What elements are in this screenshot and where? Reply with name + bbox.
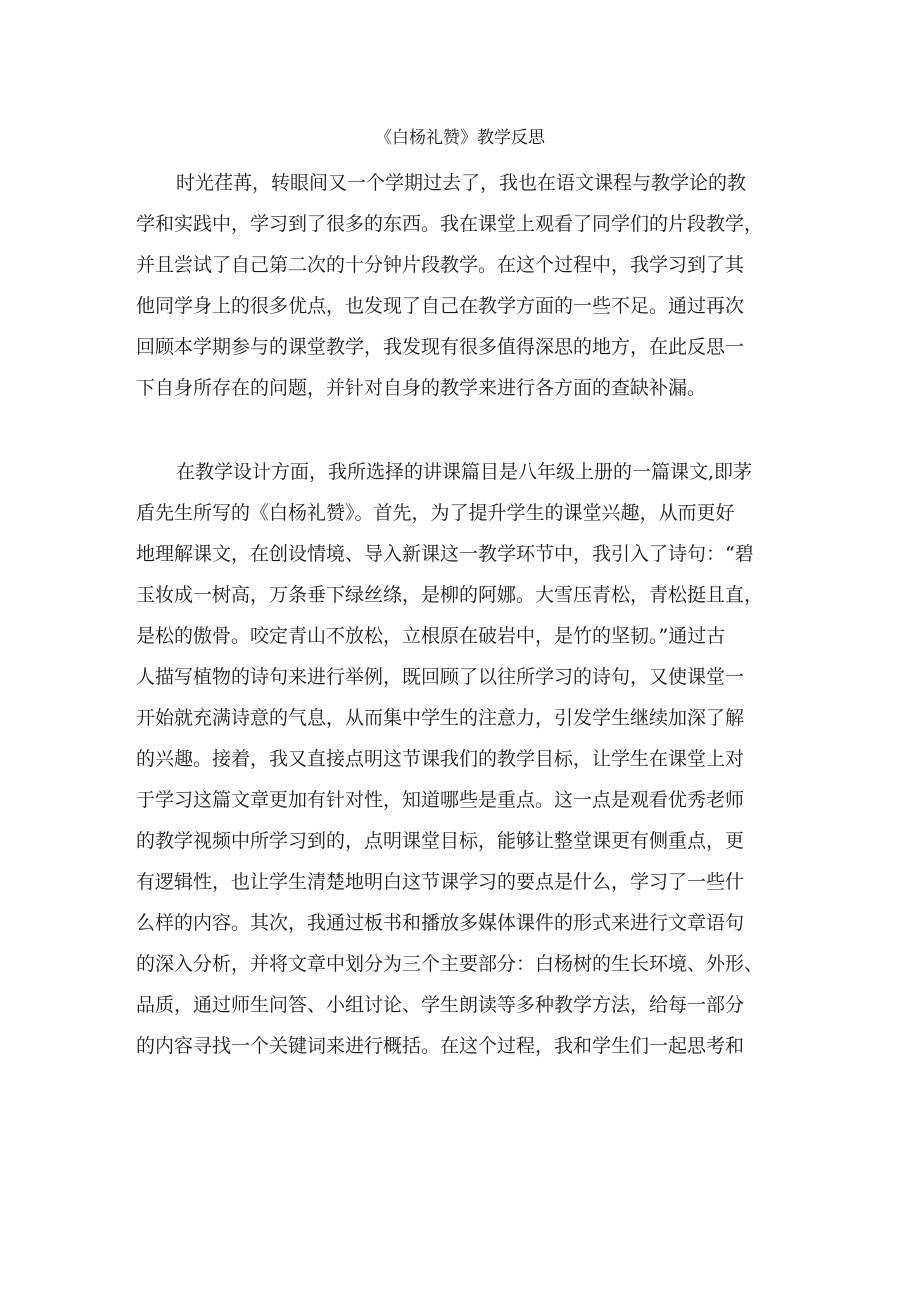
paragraph-1 [136, 163, 796, 409]
paragraph-line: 学和实践中，学习到了很多的东西。我在课堂上观看了同学们的片段教学， [136, 213, 764, 235]
paragraph-line: 并且尝试了自己第二次的十分钟片段教学。在这个过程中，我学习到了其 [136, 254, 745, 276]
paragraph-line: 品质，通过师生问答、小组讨论、学生朗读等多种教学方法，给每一部分 [136, 994, 745, 1016]
document-title: 《白杨礼赞》教学反思 [375, 128, 545, 148]
paragraph-line: 人描写植物的诗句来进行举例，既回顾了以往所学习的诗句，又使课堂一 [136, 666, 745, 688]
paragraph-line: 玉妆成一树高，万条垂下绿丝绦，是柳的阿娜。大雪压青松，青松挺且直， [136, 584, 764, 606]
paragraph-line: 盾先生所写的《白杨礼赞》。首先，为了提升学生的课堂兴趣，从而更好 [136, 502, 735, 524]
paragraph-line: 开始就充满诗意的气息，从而集中学生的注意力，引发学生继续加深了解 [136, 707, 745, 729]
paragraph-line: 时光荏苒，转眼间又一个学期过去了，我也在语文课程与教学论的教 [176, 172, 747, 194]
paragraph-line: 么样的内容。其次，我通过板书和播放多媒体课件的形式来进行文章语句 [136, 912, 745, 934]
paragraph-line: 的内容寻找一个关键词来进行概括。在这个过程，我和学生们一起思考和 [136, 1035, 745, 1057]
paragraph-line: 的教学视频中所学习到的，点明课堂目标，能够让整堂课更有侧重点，更 [136, 830, 745, 852]
paragraph-line: 有逻辑性，也让学生清楚地明白这节课学习的要点是什么，学习了一些什 [136, 871, 745, 893]
paragraph-line: 的深入分析，并将文章中划分为三个主要部分：白杨树的生长环境、外形、 [136, 953, 764, 975]
paragraph-2 [136, 452, 796, 1067]
paragraph-line: 的兴趣。接着，我又直接点明这节课我们的教学目标，让学生在课堂上对 [136, 748, 745, 770]
paragraph-line: 于学习这篇文章更加有针对性，知道哪些是重点。这一点是观看优秀老师 [136, 789, 745, 811]
paragraph-line: 回顾本学期参与的课堂教学，我发现有很多值得深思的地方，在此反思一 [136, 336, 745, 358]
paragraph-line: 地理解课文，在创设情境、导入新课这一教学环节中，我引入了诗句：“碧 [136, 543, 754, 565]
paragraph-line: 在教学设计方面，我所选择的讲课篇目是八年级上册的一篇课文,即茅 [176, 461, 753, 483]
paragraph-line: 下自身所存在的问题，并针对自身的教学来进行各方面的查缺补漏。 [136, 377, 707, 399]
paragraph-line: 是松的傲骨。咬定青山不放松，立根原在破岩中，是竹的坚韧。”通过古 [136, 625, 726, 647]
paragraph-line: 他同学身上的很多优点，也发现了自己在教学方面的一些不足。通过再次 [136, 295, 745, 317]
